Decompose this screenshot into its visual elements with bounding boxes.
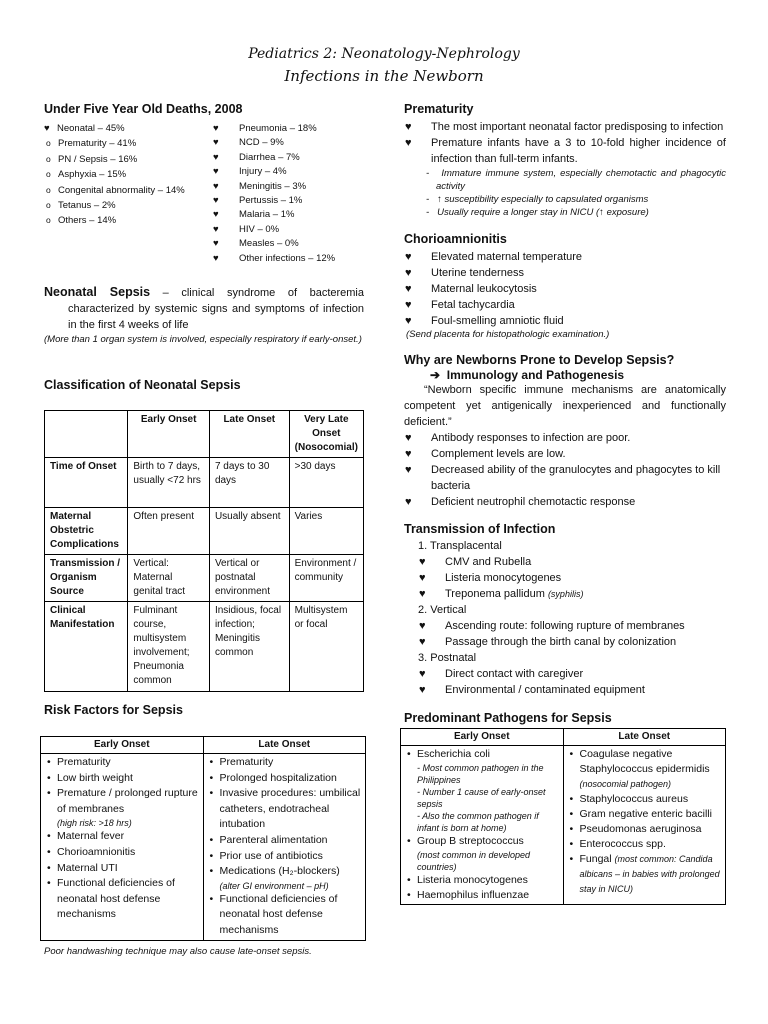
- heart-icon: ♥: [213, 180, 219, 192]
- deaths-item: [213, 223, 335, 237]
- prone-list: [404, 430, 726, 510]
- path-staph: • Staphylococcus aureus: [568, 792, 722, 807]
- deaths-item-text: NCD – 9%: [239, 137, 284, 149]
- heart-icon: ♥: [419, 620, 426, 632]
- prone-item: [405, 446, 726, 462]
- trans-item-text: Passage through the birth canal by colonization: [445, 636, 677, 648]
- risk-table: [40, 736, 366, 941]
- prematurity-list: [404, 119, 726, 167]
- trans-item: [419, 570, 726, 586]
- risk-head-late: Late Onset: [203, 737, 365, 754]
- heart-icon: ♥: [405, 496, 412, 508]
- risk-early-item: • Functional deficiencies of neonatal host defense mechanisms: [45, 876, 199, 923]
- risk-late-item: • Prolonged hospitalization: [208, 771, 361, 787]
- prone-item-text: Antibody responses to infection are poor.: [431, 432, 631, 444]
- prone-subtitle: ➔ Immunology and Pathogenesis: [430, 368, 625, 382]
- risk-early-cell: [41, 754, 204, 941]
- heart-icon: ♥: [419, 572, 426, 584]
- risk-late-item: • Medications (H₂-blockers): [208, 864, 361, 880]
- deaths-sub-item: o PN / Sepsis – 16%: [44, 152, 226, 167]
- class-cell: Usually absent: [209, 508, 289, 555]
- heart-icon: ♥: [405, 251, 412, 263]
- risk-late-cell: [203, 754, 365, 941]
- classification-table: [44, 410, 364, 692]
- trans-item-text: Environmental / contaminated equipment: [445, 684, 645, 696]
- sepsis-note: (More than 1 organ system is involved, especially respiratory if early-onset.): [44, 334, 362, 345]
- risk-early-item: • Maternal UTI: [45, 861, 199, 877]
- class-header: Very Late Onset (Nosocomial): [289, 411, 363, 458]
- heart-icon: ♥: [405, 283, 412, 295]
- heart-icon: ♥: [405, 267, 412, 279]
- chorio-item-text: Foul-smelling amniotic fluid: [431, 315, 564, 327]
- risk-early-note: (high risk: >18 hrs): [57, 818, 132, 829]
- deaths-other-list: [213, 122, 336, 266]
- trans-group-list: [404, 554, 726, 602]
- heart-icon: ♥: [405, 448, 412, 460]
- path-ecoli-note: - Also the common pathogen if infant is born at home): [417, 811, 539, 833]
- trans-item-text: Listeria monocytogenes: [445, 572, 562, 584]
- class-cell: Birth to 7 days, usually <72 hrs: [128, 458, 210, 508]
- deaths-sub-item: o Congenital abnormality – 14%: [44, 183, 226, 198]
- class-cell: Vertical or postnatal environment: [209, 555, 289, 602]
- chorio-item-text: Fetal tachycardia: [431, 299, 515, 311]
- class-header: [45, 411, 128, 458]
- class-cell: Clinical Manifestation: [45, 602, 128, 692]
- prem-note: - Immature immune system, especially chemotactic and phagocytic activity: [426, 168, 726, 192]
- risk-late-item: • Prematurity: [208, 755, 361, 771]
- sepsis-definition: Neonatal Sepsis – clinical syndrome of bacteremia characterized by systemic signs and symptoms of infection in the first 4 weeks of life (More than 1 organ system is involved, especially respiratory if early-onset.): [44, 285, 364, 345]
- risk-late-note: (alter GI environment – pH): [219, 880, 329, 891]
- deaths-neonatal: ♥ Neonatal – 45%: [44, 122, 226, 136]
- heart-icon: ♥: [419, 588, 426, 600]
- deaths-item: [213, 165, 335, 179]
- heart-icon: ♥: [419, 668, 426, 680]
- deaths-item-text: Meningitis – 3%: [239, 180, 307, 192]
- heart-icon: ♥: [213, 209, 219, 221]
- heart-icon: ♥: [213, 123, 219, 134]
- prone-item-text: Complement levels are low.: [431, 448, 566, 460]
- trans-item-text: Ascending route: following rupture of membranes: [445, 620, 685, 632]
- trans-group-label: 1. Transplacental: [418, 540, 502, 552]
- path-ecoli: • Escherichia coli: [405, 747, 559, 762]
- chorio-item: [405, 249, 726, 265]
- class-cell: Often present: [128, 508, 210, 555]
- risk-early-item: • Chorioamnionitis: [45, 845, 199, 861]
- trans-item-text: Direct contact with caregiver: [445, 668, 584, 680]
- risk-head-early: Early Onset: [41, 737, 204, 754]
- risk-footnote: Poor handwashing technique may also cause late-onset sepsis.: [44, 946, 312, 957]
- path-cons: • Coagulase negative Staphylococcus epidermidis (nosocomial pathogen): [568, 747, 722, 792]
- deaths-item: [213, 237, 335, 251]
- classification-title: Classification of Neonatal Sepsis: [44, 378, 241, 392]
- deaths-item-text: Malaria – 1%: [239, 209, 295, 221]
- trans-item-note: (syphilis): [547, 589, 584, 599]
- trans-item: [419, 666, 726, 682]
- prem-item: [405, 119, 726, 135]
- deaths-item-text: Diarrhea – 7%: [239, 151, 300, 163]
- transmission-list: [404, 538, 726, 698]
- prone-quote: “Newborn specific immune mechanisms are anatomically competent yet antigenically inexperienced and functionally deficient.”: [404, 384, 726, 428]
- path-ecoli-note: - Most common pathogen in the Philippines: [417, 763, 544, 785]
- prematurity-notes: [404, 167, 726, 219]
- path-head-early: Early Onset: [401, 729, 564, 746]
- path-ecoli-note: - Number 1 cause of early-onset sepsis: [417, 787, 546, 809]
- trans-item-text: CMV and Rubella: [445, 556, 532, 568]
- heart-icon: ♥: [419, 636, 426, 648]
- risk-title: Risk Factors for Sepsis: [44, 703, 183, 717]
- risk-late-item: • Prior use of antibiotics: [208, 849, 361, 865]
- deaths-item: [213, 180, 335, 194]
- chorio-title: Chorioamnionitis: [404, 232, 507, 246]
- deaths-sub-item: o Others – 14%: [44, 213, 226, 228]
- class-row: [45, 508, 364, 555]
- trans-item: [419, 682, 726, 698]
- risk-early-item: • Premature / prolonged rupture of membranes: [45, 786, 199, 817]
- risk-late-item: • Invasive procedures: umbilical catheters, endotracheal intubation: [208, 786, 361, 833]
- right-column: [404, 102, 726, 905]
- deaths-title: Under Five Year Old Deaths, 2008: [44, 102, 243, 116]
- deaths-item-text: Pertussis – 1%: [239, 195, 303, 207]
- trans-item-text: Treponema pallidum: [445, 588, 545, 600]
- prone-item: [405, 494, 726, 510]
- heart-icon: ♥: [405, 137, 412, 149]
- chorio-item-text: Elevated maternal temperature: [431, 251, 583, 263]
- class-cell: >30 days: [289, 458, 363, 508]
- class-row: [45, 602, 364, 692]
- path-late-cell: [563, 746, 726, 905]
- heart-icon: ♥: [419, 684, 426, 696]
- deaths-neonatal-sublist: [44, 136, 226, 228]
- prem-item-text: The most important neonatal factor predisposing to infection: [431, 121, 724, 133]
- class-cell: 7 days to 30 days: [209, 458, 289, 508]
- class-cell: Environment / community: [289, 555, 363, 602]
- left-column: [44, 102, 364, 957]
- deaths-item: [213, 208, 335, 222]
- prematurity-title: Prematurity: [404, 102, 474, 116]
- trans-item: [419, 554, 726, 570]
- deaths-item: [213, 136, 335, 150]
- heart-icon: ♥: [213, 166, 219, 178]
- risk-early-item: • Prematurity: [45, 755, 199, 771]
- heart-icon: ♥: [213, 151, 219, 163]
- deaths-item: [213, 122, 335, 136]
- path-gbs-note: (most common in developed countries): [417, 850, 531, 872]
- transmission-title: Transmission of Infection: [404, 522, 556, 536]
- trans-group-list: [404, 666, 726, 698]
- risk-early-item: • Maternal fever: [45, 829, 199, 845]
- class-cell: Insidious, focal infection; Meningitis common: [209, 602, 289, 692]
- path-pseudo: • Pseudomonas aeruginosa: [568, 822, 722, 837]
- prone-item-text: Decreased ability of the granulocytes and phagocytes to kill bacteria: [431, 464, 721, 492]
- class-cell: Multisystem or focal: [289, 602, 363, 692]
- path-early-cell: [401, 746, 564, 905]
- prone-item: [405, 462, 726, 494]
- class-row: [45, 555, 364, 602]
- trans-group-label: 3. Postnatal: [418, 652, 477, 664]
- deaths-item-text: Other infections – 12%: [239, 252, 336, 264]
- pathogens-table: [400, 728, 726, 905]
- class-cell: Vertical: Maternal genital tract: [128, 555, 210, 602]
- deaths-item: [213, 151, 335, 165]
- chorio-item: [405, 313, 726, 329]
- heart-icon: ♥: [213, 195, 219, 207]
- chorio-list: [404, 249, 726, 329]
- class-header: Early Onset: [128, 411, 210, 458]
- chorio-note: (Send placenta for histopathologic examination.): [406, 329, 610, 340]
- page-title: Infections in the Newborn: [284, 67, 484, 85]
- class-row: [45, 458, 364, 508]
- risk-late-item: • Parenteral alimentation: [208, 833, 361, 849]
- class-cell: Time of Onset: [45, 458, 128, 508]
- deaths-sub-item: o Tetanus – 2%: [44, 198, 226, 213]
- deaths-sub-item: o Asphyxia – 15%: [44, 167, 226, 182]
- heart-icon: ♥: [405, 464, 412, 476]
- class-cell: Maternal Obstetric Complications: [45, 508, 128, 555]
- path-fungal: • Fungal (most common: Candida albicans – in babies with prolonged stay in NICU): [568, 852, 722, 897]
- deaths-item-text: Injury – 4%: [239, 166, 287, 178]
- path-gbs: • Group B streptococcus: [405, 834, 559, 849]
- deaths-sub-item: o Prematurity – 41%: [44, 136, 226, 151]
- chorio-item: [405, 297, 726, 313]
- prem-note-text: Immature immune system, especially chemotactic and phagocytic activity: [436, 168, 726, 192]
- path-gram: • Gram negative enteric bacilli: [568, 807, 722, 822]
- prem-note-text: ↑ susceptibility especially to capsulated organisms: [437, 194, 649, 205]
- trans-group-label: 2. Vertical: [418, 604, 467, 616]
- chorio-item-text: Maternal leukocytosis: [431, 283, 537, 295]
- chorio-item: [405, 281, 726, 297]
- path-head-late: Late Onset: [563, 729, 726, 746]
- chorio-item: [405, 265, 726, 281]
- path-entero: • Enterococcus spp.: [568, 837, 722, 852]
- deaths-item-text: HIV – 0%: [239, 223, 280, 235]
- prone-item-text: Deficient neutrophil chemotactic response: [431, 496, 636, 508]
- deaths-item: [213, 252, 336, 266]
- trans-item: [419, 634, 726, 650]
- heart-icon: ♥: [213, 137, 219, 149]
- prem-item-text: Premature infants have a 3 to 10-fold higher incidence of infection than full-term infants.: [431, 137, 726, 165]
- class-cell: Varies: [289, 508, 363, 555]
- deaths-item-text: Pneumonia – 18%: [239, 123, 317, 134]
- prem-item: [405, 135, 726, 167]
- class-header: Late Onset: [209, 411, 289, 458]
- prem-note-text: Usually require a longer stay in NICU (↑ exposure): [437, 207, 649, 218]
- prone-item: [405, 430, 726, 446]
- prem-note: - Usually require a longer stay in NICU (↑ exposure): [426, 207, 649, 218]
- trans-group-list: [404, 618, 726, 650]
- path-haemo: • Haemophilus influenzae: [405, 888, 559, 903]
- class-cell: Fulminant course, multisystem involvement; Pneumonia common: [128, 602, 210, 692]
- heart-icon: ♥: [405, 299, 412, 311]
- deaths-item-text: Measles – 0%: [239, 238, 299, 250]
- heart-icon: ♥: [405, 121, 412, 133]
- heart-icon: ♥: [419, 556, 426, 568]
- trans-item: [419, 586, 726, 602]
- class-cell: Transmission / Organism Source: [45, 555, 128, 602]
- prem-note: - ↑ susceptibility especially to capsulated organisms: [426, 194, 649, 205]
- risk-early-item: • Low birth weight: [45, 771, 199, 787]
- risk-late-item: • Functional deficiencies of neonatal host defense mechanisms: [208, 892, 361, 939]
- path-listeria: • Listeria monocytogenes: [405, 873, 559, 888]
- heart-icon: ♥: [213, 238, 219, 250]
- prone-title: Why are Newborns Prone to Develop Sepsis?: [404, 353, 675, 367]
- deaths-item: [213, 194, 335, 208]
- heart-icon: ♥: [213, 223, 219, 235]
- page-header: Pediatrics 2: Neonatology-Nephrology: [248, 46, 520, 62]
- heart-icon: ♥: [44, 123, 50, 134]
- chorio-item-text: Uterine tenderness: [431, 267, 524, 279]
- pathogens-title: Predominant Pathogens for Sepsis: [404, 711, 612, 725]
- heart-icon: ♥: [405, 432, 412, 444]
- trans-item: [419, 618, 726, 634]
- heart-icon: ♥: [405, 315, 412, 327]
- heart-icon: ♥: [213, 252, 219, 264]
- deaths-lists: [44, 122, 364, 266]
